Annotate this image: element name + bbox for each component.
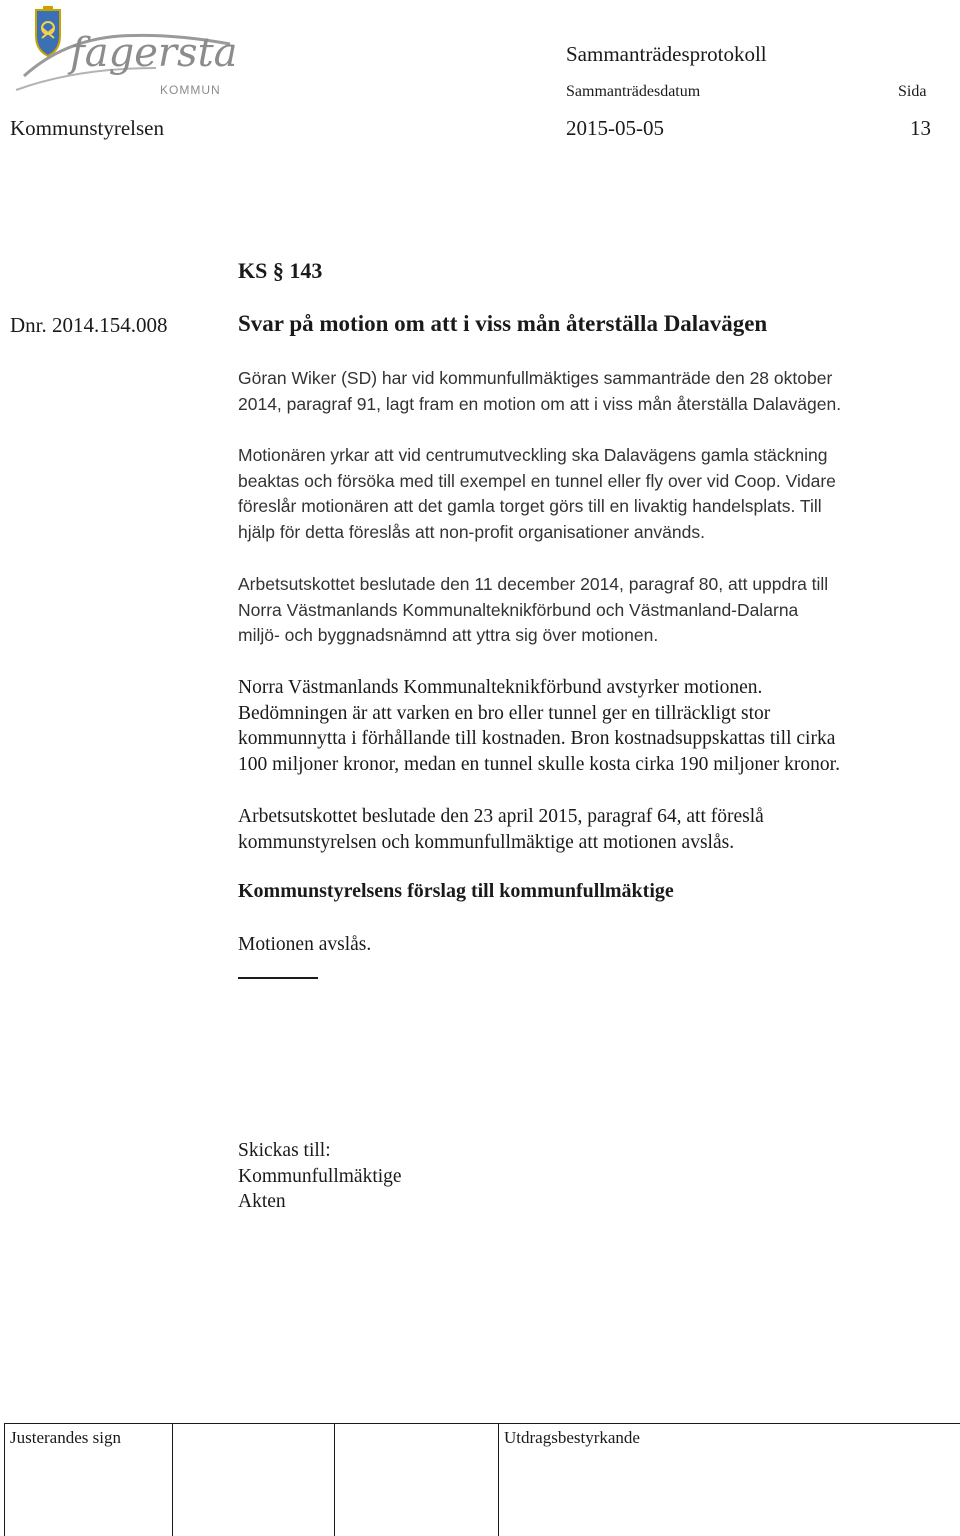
text-line: hjälp för detta föreslås att non-profit organisationer används. [238, 521, 705, 542]
text-line: Norra Västmanlands Kommunalteknikförbund avstyrker motionen. [238, 677, 763, 698]
distribution-list [238, 1138, 938, 1215]
signature-footer [4, 1423, 960, 1536]
text-line: Göran Wiker (SD) har vid kommunfullmäktiges sammanträde den 28 oktober [238, 368, 833, 388]
text-line: kommunnytta i förhållande till kostnaden. Bron kostnadsuppskattas till cirka [238, 728, 836, 749]
footer-divider [4, 1424, 5, 1536]
text-line: Arbetsutskottet beslutade den 23 april 2015, paragraf 64, att föreslå [238, 806, 764, 827]
paragraph [238, 443, 938, 545]
meeting-date: 2015-05-05 [566, 116, 664, 140]
footer-divider [172, 1424, 173, 1536]
text-line: kommunstyrelsen och kommunfullmäktige att motionen avslås. [238, 831, 735, 853]
proposal-heading: Kommunstyrelsens förslag till kommunfullmäktige [238, 880, 674, 902]
page-number: 13 [910, 116, 931, 140]
footer-divider [334, 1424, 335, 1536]
text-line: 2014, paragraf 91, lagt fram en motion om att i viss mån återställa Dalavägen. [238, 393, 842, 414]
organization-name: Kommunstyrelsen [10, 116, 164, 140]
proposal-text: Motionen avslås. [238, 934, 372, 955]
distribution-item: Akten [238, 1191, 286, 1212]
page-label: Sida [898, 83, 927, 100]
date-label: Sammanträdesdatum [566, 83, 701, 100]
municipality-logo [10, 4, 242, 100]
case-number: KS § 143 [238, 258, 323, 283]
paragraph [238, 572, 938, 649]
text-line: Norra Västmanlands Kommunalteknikförbund och Västmanland-Dalarna [238, 599, 799, 620]
case-title: Svar på motion om att i viss mån återställa Dalavägen [238, 311, 768, 336]
signature-label: Justerandes sign [10, 1428, 121, 1447]
paragraph [238, 675, 938, 777]
coat-of-arms-icon [10, 4, 242, 100]
extract-label: Utdragsbestyrkande [504, 1428, 640, 1447]
footer-divider [498, 1424, 499, 1536]
svg-text:fagersta: fagersta [70, 30, 238, 76]
text-line: 100 miljoner kronor, medan en tunnel skulle kosta cirka 190 miljoner kronor. [238, 753, 840, 775]
distribution-item: Kommunfullmäktige [238, 1165, 402, 1187]
paragraph [238, 366, 938, 417]
text-line: Arbetsutskottet beslutade den 11 december 2014, paragraf 80, att uppdra till [238, 574, 829, 594]
diary-number: Dnr. 2014.154.008 [10, 313, 168, 337]
text-line: beaktas och försöka med till exempel en tunnel eller fly over vid Coop. Vidare [238, 470, 836, 491]
text-line: miljö- och byggnadsnämnd att yttra sig över motionen. [238, 625, 659, 645]
text-line: föreslår motionären att det gamla torget görs till en livaktig handelsplats. Till [238, 496, 822, 516]
paragraph [238, 804, 938, 855]
text-line: Motionären yrkar att vid centrumutveckling ska Dalavägens gamla stäckning [238, 445, 828, 465]
text-line: Bedömningen är att varken en bro eller tunnel ger en tillräckligt stor [238, 702, 771, 724]
divider [238, 977, 318, 979]
svg-text:KOMMUN: KOMMUN [160, 83, 221, 97]
distribution-label: Skickas till: [238, 1140, 331, 1161]
protocol-title: Sammanträdesprotokoll [566, 42, 767, 66]
